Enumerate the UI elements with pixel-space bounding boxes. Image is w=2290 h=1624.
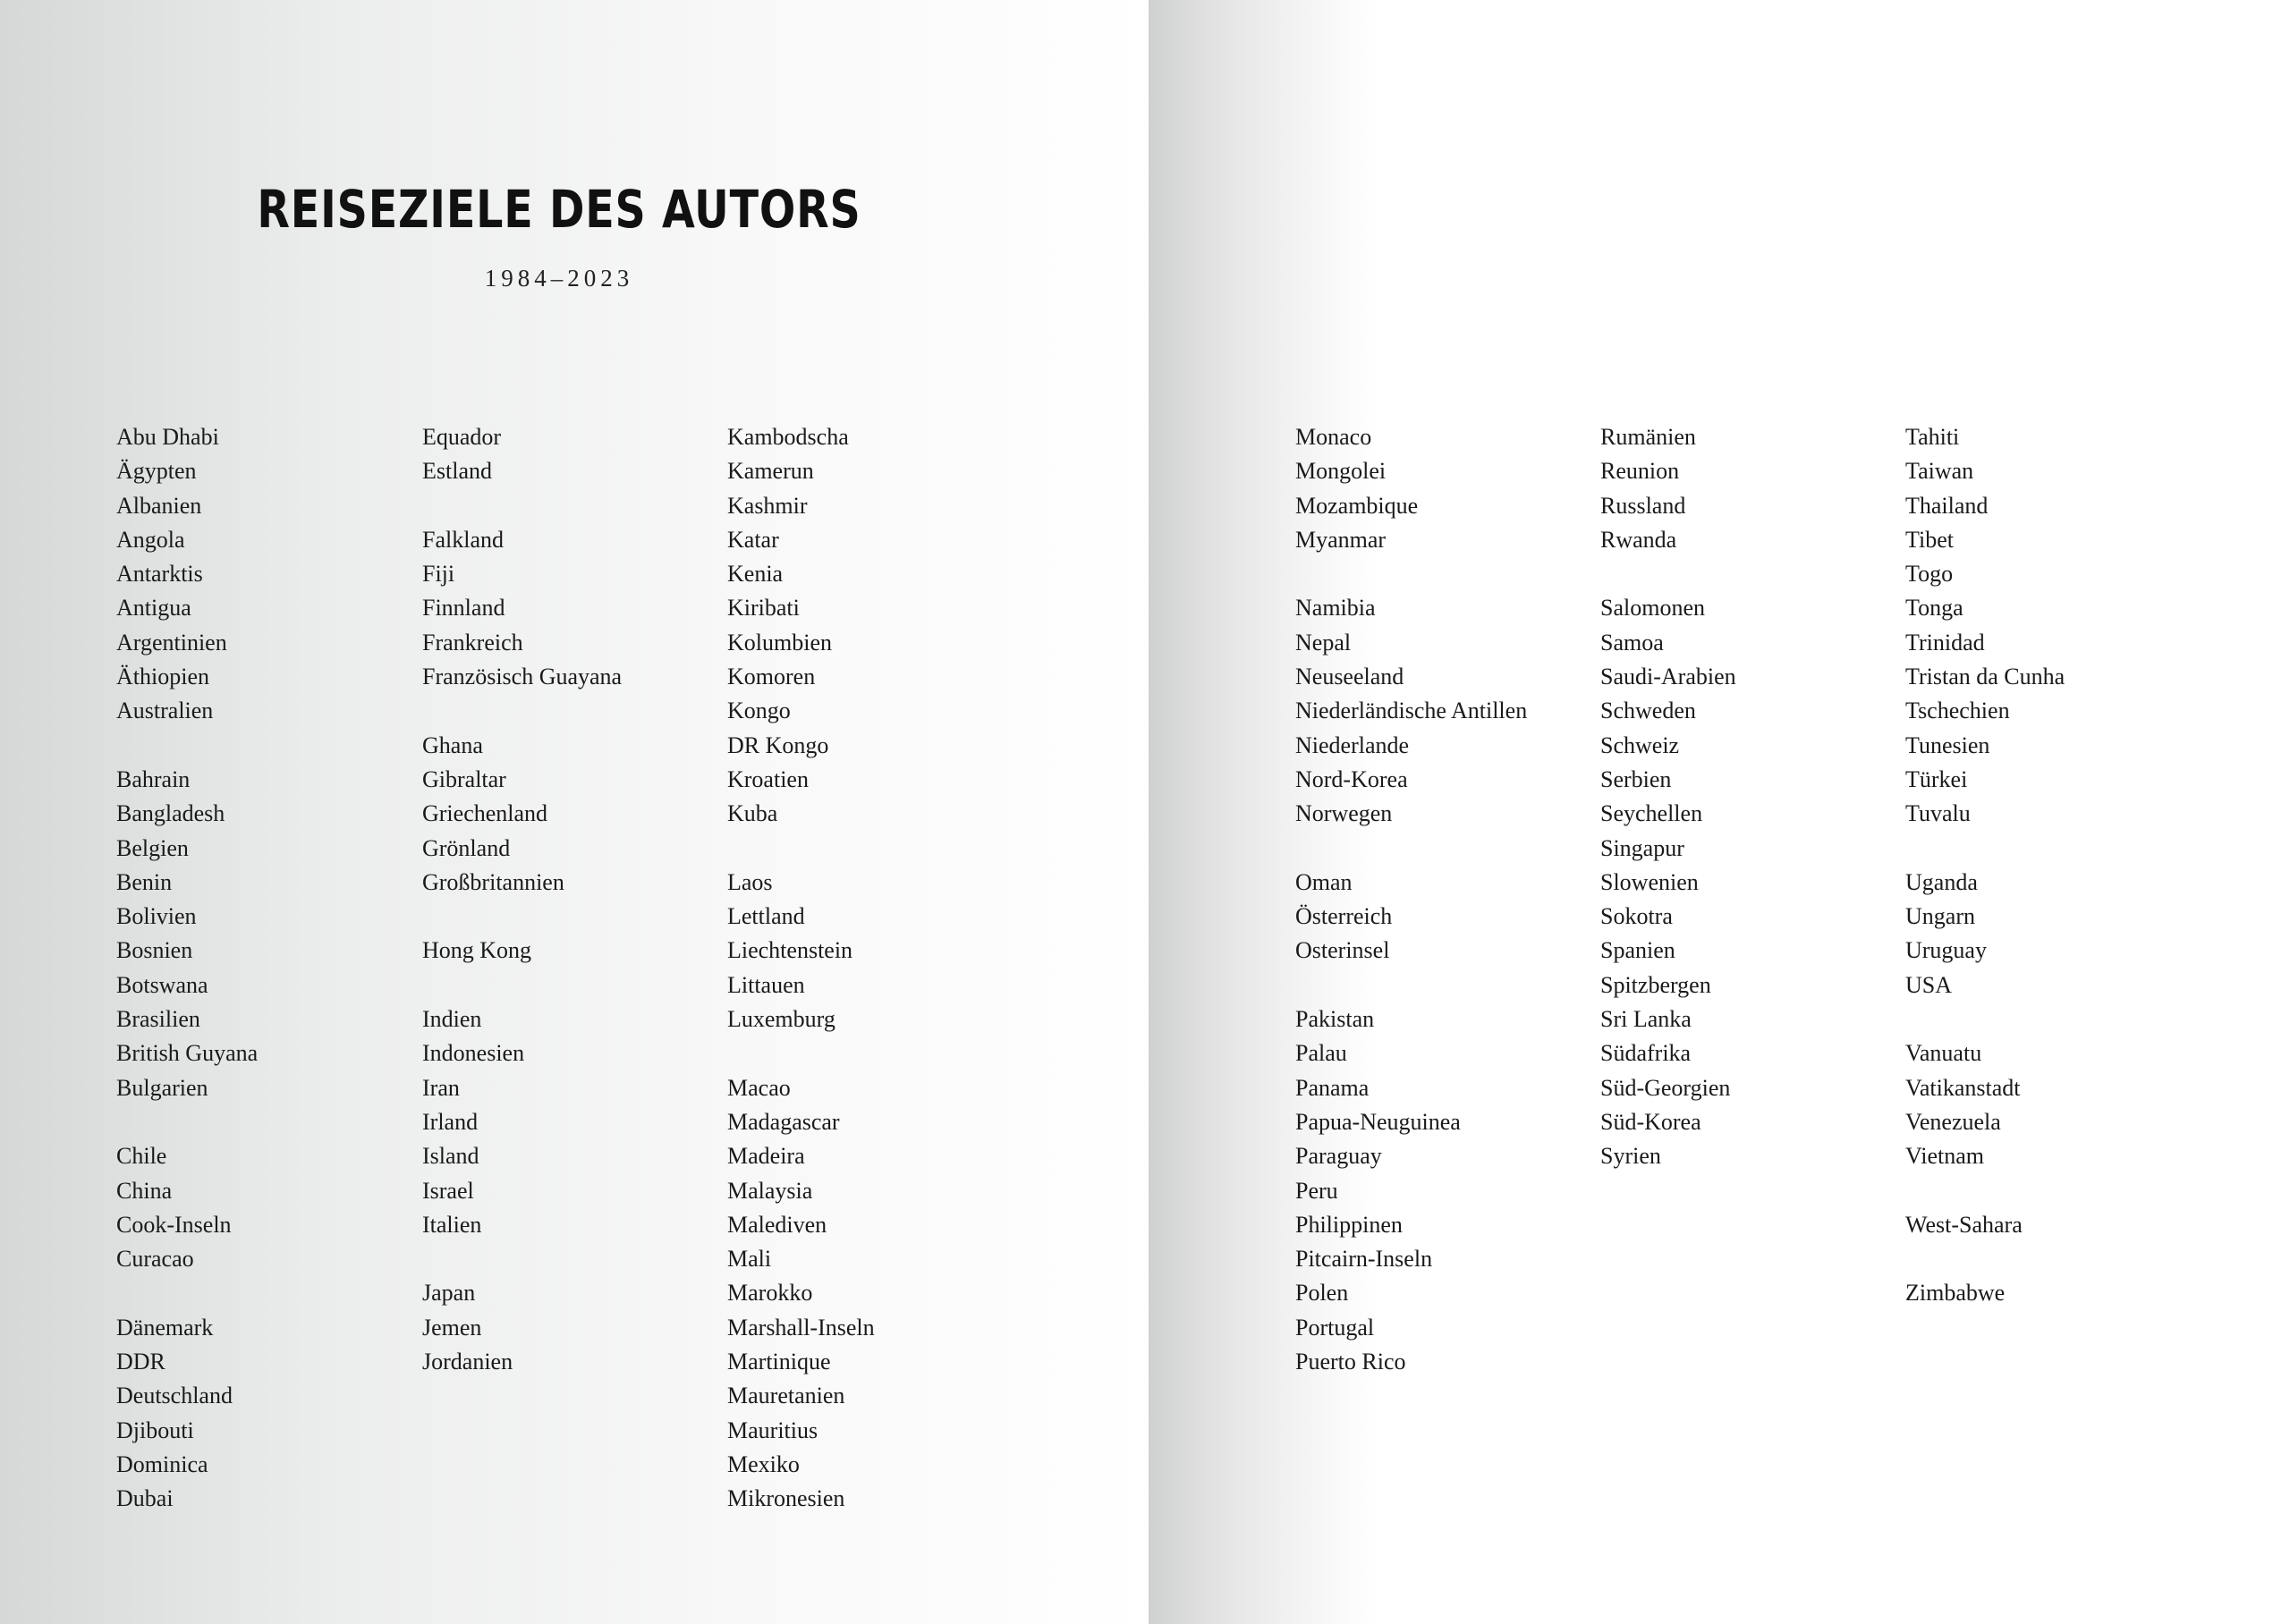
group-spacer	[1905, 832, 2065, 866]
destination-item: Kiribati	[727, 595, 800, 622]
destination-item: Indien	[422, 1006, 482, 1033]
destination-item: Paraguay	[1295, 1143, 1382, 1170]
destination-item: Iran	[422, 1074, 460, 1101]
destination-item: Venezuela	[1905, 1108, 2001, 1135]
destination-item: Chile	[116, 1143, 167, 1170]
destination-item: Salomonen	[1600, 595, 1705, 622]
year-range: 1984–2023	[484, 265, 634, 292]
destination-item: Ungarn	[1905, 903, 1975, 930]
destination-item: Ghana	[422, 732, 483, 758]
group-spacer	[422, 694, 622, 728]
destination-item: Niederlande	[1295, 732, 1410, 758]
destination-item: Australien	[116, 698, 214, 724]
destination-item: Polen	[1295, 1280, 1349, 1307]
destination-item: Slowenien	[1600, 868, 1699, 895]
destination-item: Saudi-Arabien	[1600, 664, 1736, 690]
destination-item: Italien	[422, 1211, 482, 1238]
destination-column-4	[1295, 420, 1527, 1379]
destination-item: Martinique	[727, 1349, 831, 1375]
destination-item: Grönland	[422, 834, 511, 861]
destination-item: Dominica	[116, 1451, 208, 1477]
destination-item: Äthiopien	[116, 664, 209, 690]
destination-item: Sri Lanka	[1600, 1006, 1692, 1033]
destination-item: Jordanien	[422, 1349, 513, 1375]
destination-item: Israel	[422, 1177, 474, 1204]
destination-item: Pakistan	[1295, 1006, 1375, 1033]
group-spacer	[1905, 1002, 2065, 1036]
destination-item: Kashmir	[727, 492, 808, 519]
group-spacer	[727, 1036, 875, 1070]
destination-item: DDR	[116, 1349, 165, 1375]
destination-item: Togo	[1905, 561, 1954, 588]
destination-item: Komoren	[727, 664, 816, 690]
destination-column-3	[727, 420, 875, 1517]
destination-item: Ägypten	[116, 458, 197, 485]
destination-item: Japan	[422, 1280, 476, 1307]
right-page	[1149, 0, 2290, 1624]
destination-item: Estland	[422, 458, 492, 485]
destination-item: Curacao	[116, 1246, 194, 1273]
destination-item: Süd-Korea	[1600, 1108, 1701, 1135]
destination-item: Südafrika	[1600, 1040, 1692, 1067]
destination-item: Portugal	[1295, 1314, 1375, 1341]
destination-item: Malediven	[727, 1211, 827, 1238]
destination-item: Singapur	[1600, 834, 1684, 861]
group-spacer	[422, 900, 622, 934]
destination-item: Norwegen	[1295, 800, 1393, 827]
destination-item: Seychellen	[1600, 800, 1703, 827]
destination-item: Tristan da Cunha	[1905, 664, 2065, 690]
destination-item: Madeira	[727, 1143, 805, 1170]
destination-item: Uruguay	[1905, 937, 1987, 964]
destination-item: Vietnam	[1905, 1143, 1984, 1170]
destination-item: Botswana	[116, 971, 208, 998]
group-spacer	[1905, 1174, 2065, 1208]
destination-item: Abu Dhabi	[116, 424, 219, 450]
destination-item: Palau	[1295, 1040, 1347, 1067]
group-spacer	[727, 832, 875, 866]
destination-item: Luxemburg	[727, 1006, 835, 1033]
destination-item: Kambodscha	[727, 424, 849, 450]
destination-item: Fiji	[422, 561, 455, 588]
destination-item: Marokko	[727, 1280, 813, 1307]
destination-item: China	[116, 1177, 173, 1204]
destination-item: Angola	[116, 526, 185, 553]
destination-item: Türkei	[1905, 765, 1968, 792]
destination-item: Bulgarien	[116, 1074, 208, 1101]
destination-item: British Guyana	[116, 1040, 259, 1067]
group-spacer	[422, 1242, 622, 1276]
destination-item: Rwanda	[1600, 526, 1677, 553]
destination-item: Equador	[422, 424, 502, 450]
destination-item: Osterinsel	[1295, 937, 1390, 964]
destination-item: Vanuatu	[1905, 1040, 1982, 1067]
destination-item: Mexiko	[727, 1451, 800, 1477]
destination-item: Tonga	[1905, 595, 1963, 622]
destination-item: Papua-Neuguinea	[1295, 1108, 1461, 1135]
destination-item: Kamerun	[727, 458, 814, 485]
destination-item: Mauretanien	[727, 1383, 845, 1409]
destination-item: Peru	[1295, 1177, 1338, 1204]
destination-item: Uganda	[1905, 868, 1978, 895]
destination-item: Frankreich	[422, 629, 523, 656]
destination-item: Littauen	[727, 971, 805, 998]
destination-item: Serbien	[1600, 765, 1672, 792]
destination-item: USA	[1905, 971, 1953, 998]
destination-item: Dänemark	[116, 1314, 214, 1341]
destination-item: Falkland	[422, 526, 504, 553]
group-spacer	[1905, 1242, 2065, 1276]
destination-item: Schweiz	[1600, 732, 1680, 758]
group-spacer	[116, 729, 258, 763]
destination-item: Philippinen	[1295, 1211, 1403, 1238]
destination-item: Tibet	[1905, 526, 1954, 553]
destination-item: Vatikanstadt	[1905, 1074, 2021, 1101]
destination-item: Mongolei	[1295, 458, 1387, 485]
destination-item: Niederländische Antillen	[1295, 698, 1528, 724]
destination-item: Gibraltar	[422, 765, 506, 792]
destination-item: Monaco	[1295, 424, 1372, 450]
destination-item: Spanien	[1600, 937, 1675, 964]
destination-item: West-Sahara	[1905, 1211, 2023, 1238]
destination-item: Russland	[1600, 492, 1686, 519]
destination-item: Finnland	[422, 595, 505, 622]
destination-item: Spitzbergen	[1600, 971, 1711, 998]
destination-item: Hong Kong	[422, 937, 532, 964]
destination-item: Kolumbien	[727, 629, 832, 656]
destination-item: Kuba	[727, 800, 778, 827]
destination-item: Irland	[422, 1108, 479, 1135]
destination-item: Rumänien	[1600, 424, 1696, 450]
destination-item: Brasilien	[116, 1006, 200, 1033]
destination-item: Trinidad	[1905, 629, 1985, 656]
destination-item: Lettland	[727, 903, 805, 930]
destination-item: Marshall-Inseln	[727, 1314, 875, 1341]
destination-item: Nord-Korea	[1295, 765, 1408, 792]
destination-item: Neuseeland	[1295, 664, 1404, 690]
destination-item: Syrien	[1600, 1143, 1661, 1170]
destination-item: Samoa	[1600, 629, 1664, 656]
destination-item: Französisch Guayana	[422, 664, 623, 690]
destination-item: Madagascar	[727, 1108, 840, 1135]
destination-item: Puerto Rico	[1295, 1349, 1406, 1375]
destination-item: Mali	[727, 1246, 772, 1273]
group-spacer	[1295, 968, 1527, 1002]
destination-item: Mikronesien	[727, 1485, 845, 1512]
group-spacer	[1600, 557, 1736, 591]
group-spacer	[1295, 832, 1527, 866]
destination-item: Nepal	[1295, 629, 1352, 656]
destination-item: Tahiti	[1905, 424, 1960, 450]
destination-item: Island	[422, 1143, 479, 1170]
destination-item: Kongo	[727, 698, 791, 724]
destination-item: Dubai	[116, 1485, 174, 1512]
destination-item: Katar	[727, 526, 779, 553]
group-spacer	[116, 1105, 258, 1139]
destination-item: Antarktis	[116, 561, 203, 588]
destination-item: Mozambique	[1295, 492, 1419, 519]
destination-item: Bolivien	[116, 903, 197, 930]
destination-column-1	[116, 420, 258, 1517]
destination-item: Panama	[1295, 1074, 1370, 1101]
destination-item: Süd-Georgien	[1600, 1074, 1731, 1101]
destination-item: Liechtenstein	[727, 937, 853, 964]
destination-item: Macao	[727, 1074, 791, 1101]
page-title: REISEZIELE DES AUTORS	[257, 179, 861, 240]
destination-item: Malaysia	[727, 1177, 813, 1204]
destination-item: Myanmar	[1295, 526, 1387, 553]
destination-item: Cook-Inseln	[116, 1211, 232, 1238]
destination-item: Sokotra	[1600, 903, 1673, 930]
destination-item: Belgien	[116, 834, 189, 861]
destination-item: Laos	[727, 868, 773, 895]
destination-item: Bangladesh	[116, 800, 225, 827]
destination-item: Tunesien	[1905, 732, 1990, 758]
destination-item: Benin	[116, 868, 173, 895]
destination-item: Kenia	[727, 561, 784, 588]
destination-item: Djibouti	[116, 1417, 194, 1443]
destination-column-6	[1905, 420, 2065, 1311]
group-spacer	[1295, 557, 1527, 591]
destination-item: Bosnien	[116, 937, 193, 964]
destination-item: Bahrain	[116, 765, 191, 792]
destination-item: Albanien	[116, 492, 202, 519]
destination-item: Jemen	[422, 1314, 482, 1341]
destination-item: Indonesien	[422, 1040, 525, 1067]
destination-column-2	[422, 420, 622, 1379]
destination-item: Kroatien	[727, 765, 809, 792]
destination-item: Mauritius	[727, 1417, 818, 1443]
group-spacer	[422, 489, 622, 523]
group-spacer	[116, 1276, 258, 1310]
destination-item: Tuvalu	[1905, 800, 1971, 827]
destination-item: Reunion	[1600, 458, 1680, 485]
destination-item: Österreich	[1295, 903, 1393, 930]
destination-item: Griechenland	[422, 800, 548, 827]
destination-item: Namibia	[1295, 595, 1376, 622]
destination-item: Deutschland	[116, 1383, 233, 1409]
destination-item: DR Kongo	[727, 732, 829, 758]
destination-item: Schweden	[1600, 698, 1696, 724]
destination-item: Pitcairn-Inseln	[1295, 1246, 1433, 1273]
destination-item: Zimbabwe	[1905, 1280, 2006, 1307]
destination-item: Oman	[1295, 868, 1353, 895]
destination-item: Großbritannien	[422, 868, 564, 895]
destination-column-5	[1600, 420, 1736, 1174]
destination-item: Thailand	[1905, 492, 1989, 519]
destination-item: Argentinien	[116, 629, 227, 656]
group-spacer	[422, 968, 622, 1002]
destination-item: Antigua	[116, 595, 191, 622]
destination-item: Taiwan	[1905, 458, 1974, 485]
destination-item: Tschechien	[1905, 698, 2010, 724]
